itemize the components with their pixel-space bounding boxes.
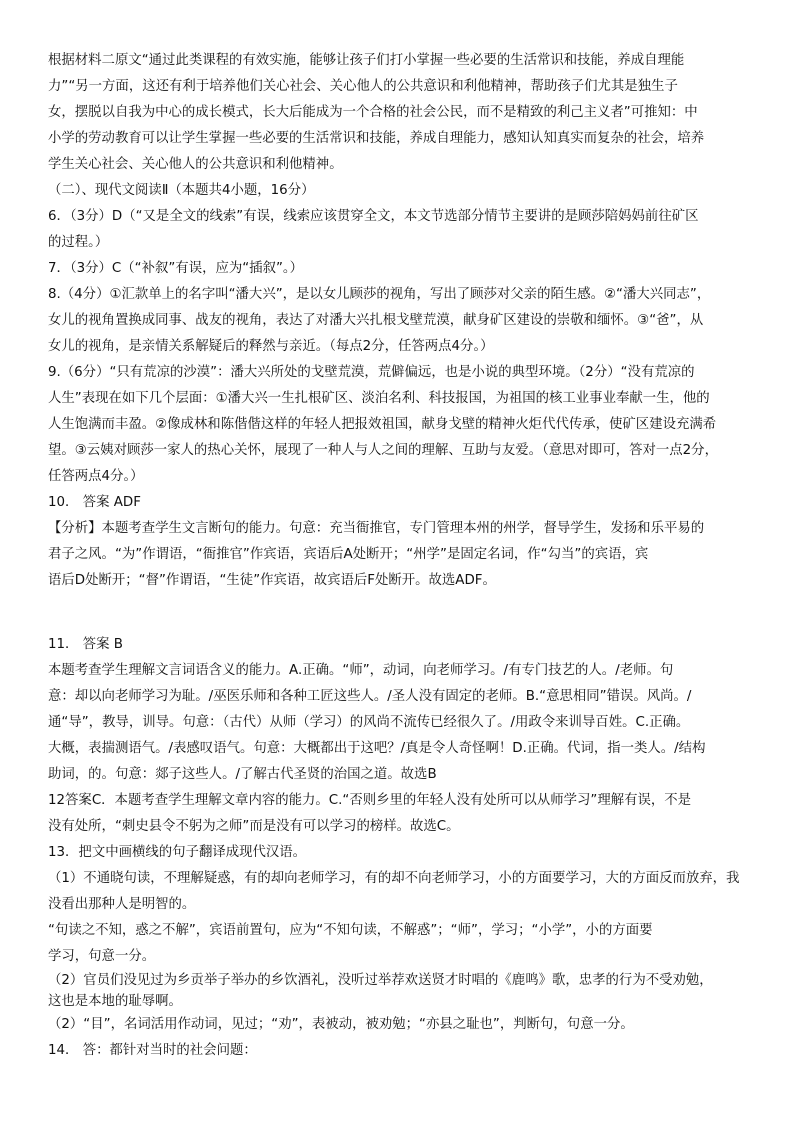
answer-document bbox=[48, 48, 768, 1064]
text-line: 学习，句意一分。 bbox=[48, 949, 156, 964]
text-line: 本题考查学生理解文言词语含义的能力。A.正确。“师”，动词，向老师学习。/有专门技艺的人。/老师。句 bbox=[48, 663, 674, 678]
text-line: 人生饱满而丰盈。②像成林和陈偕偕这样的年轻人把报效祖国，献身戈壁的精神火炬代代传承，使矿区建设充满希 bbox=[48, 417, 717, 432]
text-line: 8.（4分）①汇款单上的名字叫“潘大兴”，是以女儿顾莎的视角，写出了顾莎对父亲的陌生感。②“潘大兴同志”， bbox=[48, 287, 711, 302]
text-line: 君子之风。“为”作谓语，“衙推官”作宾语，宾语后A处断开；“州学”是固定名词，作“勾当”的宾语，宾 bbox=[48, 547, 649, 562]
text-line: （1）不通晓句读，不理解疑惑，有的却向老师学习，有的却不向老师学习，小的方面要学习，大的方面反而放弃，我 bbox=[48, 871, 740, 886]
text-line: 小学的劳动教育可以让学生掌握一些必要的生活常识和技能，养成自理能力，感知认知真实而复杂的社会，培养 bbox=[48, 131, 705, 146]
text-line: （2）“目”，名词活用作动词，见过；“劝”，表被动，被劝勉；“亦县之耻也”，判断句，句意一分。 bbox=[48, 1017, 634, 1032]
text-line: 任答两点4分。） bbox=[48, 469, 144, 484]
text-line: “句读之不知，惑之不解”，宾语前置句，应为“不知句读，不解惑”；“师”，学习；“小学”，小的方面要 bbox=[48, 923, 653, 938]
text-line: 9.（6分）“只有荒凉的沙漠”：潘大兴所处的戈壁荒漠，荒僻偏远，也是小说的典型环境。（2分）“没有荒凉的 bbox=[48, 365, 695, 380]
answer-heading: 11． 答案 B bbox=[48, 637, 123, 652]
text-line: 助词，的。句意：郯子这些人。/了解古代圣贤的治国之道。故选B bbox=[48, 767, 437, 782]
text-line: 根据材料二原文“通过此类课程的有效实施，能够让孩子们打小掌握一些必要的生活常识和技能，养成自理能 bbox=[48, 53, 685, 68]
text-line: 12答案C．本题考查学生理解文章内容的能力。C.“否则乡里的年轻人没有处所可以从师学习”理解有误，不是 bbox=[48, 793, 692, 808]
question-heading: 13．把文中画横线的句子翻译成现代汉语。 bbox=[48, 845, 307, 860]
text-line: 力”“另一方面，这还有利于培养他们关心社会、关心他人的公共意识和利他精神，帮助孩子们尤其是独生子 bbox=[48, 79, 678, 94]
answer-heading: 10． 答案 ADF bbox=[48, 495, 141, 510]
text-line: 没看出那种人是明智的。 bbox=[48, 897, 196, 912]
text-line: 的过程。） bbox=[48, 235, 109, 250]
text-line: 女，摆脱以自我为中心的成长模式，长大后能成为一个合格的社会公民，而不是精致的利己主义者”可推知：中 bbox=[48, 105, 698, 120]
text-line: 这也是本地的耻辱啊。 bbox=[48, 994, 182, 1009]
text-line: 女儿的视角置换成同事、战友的视角，表达了对潘大兴扎根戈壁荒漠，献身矿区建设的崇敬和缅怀。③“爸”，从 bbox=[48, 313, 704, 328]
text-line: 7．（3分）C（“补叙”有误，应为“插叙”。） bbox=[48, 261, 303, 276]
text-line: 【分析】本题考查学生文言断句的能力。句意：充当衙推官，专门管理本州的州学，督导学生，发扬和乐平易的 bbox=[48, 521, 705, 536]
text-line: 学生关心社会、关心他人的公共意识和利他精神。 bbox=[48, 157, 343, 172]
answer-heading: 14． 答：都针对当时的社会问题： bbox=[48, 1043, 257, 1058]
text-line: 语后D处断开；“督”作谓语，“生徒”作宾语，故宾语后F处断开。故选ADF。 bbox=[48, 573, 496, 588]
text-line: 意：却以向老师学习为耻。/巫医乐师和各种工匠这些人。/圣人没有固定的老师。B.“意思相同”错误。风尚。/ bbox=[48, 689, 692, 704]
section-heading: （二）、现代文阅读Ⅱ（本题共4小题，16分） bbox=[48, 183, 315, 198]
blank-gap bbox=[48, 594, 768, 632]
text-line: 人生”表现在如下几个层面：①潘大兴一生扎根矿区、淡泊名利、科技报国，为祖国的核工业事业奉献一生，他的 bbox=[48, 391, 710, 406]
text-line: （2）官员们没见过为乡贡举子举办的乡饮酒礼，没听过举荐欢送贤才时唱的《鹿鸣》歌，忠孝的行为不受劝勉， bbox=[48, 973, 713, 988]
text-line: 没有处所，“刺史县令不躬为之师”而是没有可以学习的榜样。故选C。 bbox=[48, 819, 460, 834]
text-line: 大概，表揣测语气。/表感叹语气。句意：大概都出于这吧？/真是令人奇怪啊！D.正确。代词，指一类人。/结构 bbox=[48, 741, 706, 756]
text-line: 通“导”，教导，训导。句意：（古代）从师（学习）的风尚不流传已经很久了。/用政令来训导百姓。C.正确。 bbox=[48, 715, 690, 730]
text-line: 6．（3分）D（“又是全文的线索”有误，线索应该贯穿全文，本文节选部分情节主要讲的是顾莎陪妈妈前往矿区 bbox=[48, 209, 699, 224]
text-line: 女儿的视角，是亲情关系解疑后的释然与亲近。（每点2分，任答两点4分。） bbox=[48, 339, 494, 354]
text-line: 望。③云姨对顾莎一家人的热心关怀，展现了一种人与人之间的理解、互助与友爱。（意思对即可，答对一点2分， bbox=[48, 443, 718, 458]
